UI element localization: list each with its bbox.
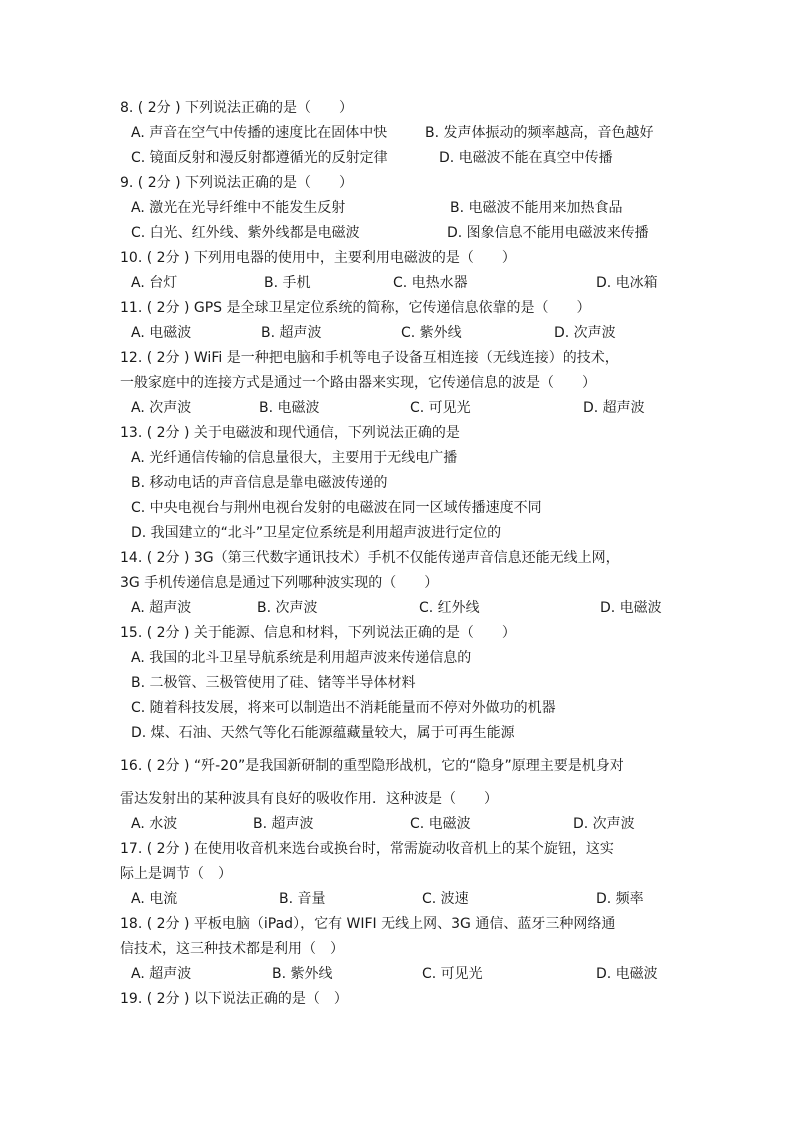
question-13-option-row-c bbox=[131, 498, 681, 518]
question-11-option-b: B. 超声波 bbox=[261, 325, 322, 341]
question-15-option-d: D. 煤、石油、天然气等化石能源蕴藏量较大，属于可再生能源 bbox=[131, 725, 515, 741]
question-16-option-b: B. 超声波 bbox=[253, 816, 314, 832]
question-8-option-a: A. 声音在空气中传播的速度比在固体中快 bbox=[131, 125, 388, 141]
question-9-option-a: A. 激光在光导纤维中不能发生反射 bbox=[131, 200, 346, 216]
question-13-option-d: D. 我国建立的“北斗”卫星定位系统是利用超声波进行定位的 bbox=[131, 525, 502, 541]
question-9-stem: 9. ( 2分 ) 下列说法正确的是（ ） bbox=[120, 175, 353, 191]
question-9-option-b: B. 电磁波不能用来加热食品 bbox=[450, 200, 623, 216]
question-17-option-a: A. 电流 bbox=[131, 891, 178, 907]
question-19-stem: 19. ( 2分 ) 以下说法正确的是（ ） bbox=[120, 991, 348, 1007]
question-14-option-b: B. 次声波 bbox=[257, 600, 318, 616]
question-13-option-b: B. 移动电话的声音信息是靠电磁波传递的 bbox=[131, 475, 388, 491]
question-15-option-c: C. 随着科技发展，将来可以制造出不消耗能量而不停对外做功的机器 bbox=[131, 700, 556, 716]
question-8-stem: 8. ( 2分 ) 下列说法正确的是（ ） bbox=[120, 100, 353, 116]
question-12-stem-line-2: 一般家庭中的连接方式是通过一个路由器来实现，它传递信息的波是（ ） bbox=[120, 375, 596, 391]
question-9-option-c: C. 白光、红外线、紫外线都是电磁波 bbox=[131, 225, 360, 241]
question-13-option-row-a bbox=[131, 448, 681, 468]
question-12-option-c: C. 可见光 bbox=[410, 400, 471, 416]
question-9-options-2 bbox=[131, 223, 681, 243]
question-14-option-d: D. 电磁波 bbox=[600, 600, 662, 616]
question-12-option-b: B. 电磁波 bbox=[259, 400, 320, 416]
question-10-options bbox=[131, 273, 681, 293]
question-15-option-row-a bbox=[131, 648, 681, 668]
question-10-option-a: A. 台灯 bbox=[131, 275, 178, 291]
question-12-option-d: D. 超声波 bbox=[583, 400, 645, 416]
question-18-stem-line-1: 18. ( 2分 ) 平板电脑（iPad），它有 WIFI 无线上网、3G 通信、蓝牙三种网络通 bbox=[120, 916, 616, 932]
question-8-options bbox=[131, 123, 681, 143]
question-18-option-b: B. 紫外线 bbox=[272, 966, 333, 982]
question-17-stem-line-1: 17. ( 2分 ) 在使用收音机来选台或换台时，常需旋动收音机上的某个旋钮，这实 bbox=[120, 841, 614, 857]
question-13-option-row-d bbox=[131, 523, 681, 543]
question-11-options bbox=[131, 323, 681, 343]
question-13-option-c: C. 中央电视台与荆州电视台发射的电磁波在同一区域传播速度不同 bbox=[131, 500, 542, 516]
question-9-option-d: D. 图象信息不能用电磁波来传播 bbox=[447, 225, 649, 241]
question-10-stem: 10. ( 2分 ) 下列用电器的使用中，主要利用电磁波的是（ ） bbox=[120, 250, 516, 266]
question-16-stem-line-2: 雷达发射出的某种波具有良好的吸收作用．这种波是（ ） bbox=[120, 791, 498, 807]
question-10-option-b: B. 手机 bbox=[264, 275, 311, 291]
question-16-option-c: C. 电磁波 bbox=[410, 816, 471, 832]
question-15-option-row-b bbox=[131, 673, 681, 693]
question-16-options bbox=[131, 814, 681, 834]
question-16-stem-line-1: 16. ( 2分 ) “歼-20”是我国新研制的重型隐形战机，它的“隐身”原理主要是机身对 bbox=[120, 758, 624, 774]
question-17-option-d: D. 频率 bbox=[596, 891, 644, 907]
question-10-option-c: C. 电热水器 bbox=[393, 275, 468, 291]
question-11-option-a: A. 电磁波 bbox=[131, 325, 192, 341]
question-18-option-c: C. 可见光 bbox=[422, 966, 483, 982]
question-16-option-a: A. 水波 bbox=[131, 816, 178, 832]
question-14-options bbox=[131, 598, 681, 618]
question-15-option-row-c bbox=[131, 698, 681, 718]
question-18-stem-line-2: 信技术，这三种技术都是利用（ ） bbox=[120, 941, 344, 957]
question-18-option-a: A. 超声波 bbox=[131, 966, 192, 982]
question-18-options bbox=[131, 964, 681, 984]
question-13-stem: 13. ( 2分 ) 关于电磁波和现代通信，下列说法正确的是 bbox=[120, 425, 460, 441]
question-17-stem-line-2: 际上是调节（ ） bbox=[120, 866, 232, 882]
question-14-stem-line-2: 3G 手机传递信息是通过下列哪种波实现的（ ） bbox=[120, 575, 439, 591]
question-15-option-b: B. 二极管、三极管使用了硅、锗等半导体材料 bbox=[131, 675, 416, 691]
question-14-option-a: A. 超声波 bbox=[131, 600, 192, 616]
question-14-stem-line-1: 14. ( 2分 ) 3G（第三代数字通讯技术）手机不仅能传递声音信息还能无线上网， bbox=[120, 550, 620, 566]
question-17-option-c: C. 波速 bbox=[422, 891, 469, 907]
question-9-options bbox=[131, 198, 681, 218]
question-17-options bbox=[131, 889, 681, 909]
question-15-option-a: A. 我国的北斗卫星导航系统是利用超声波来传递信息的 bbox=[131, 650, 472, 666]
question-15-option-row-d bbox=[131, 723, 681, 743]
question-13-option-row-b bbox=[131, 473, 681, 493]
question-12-options bbox=[131, 398, 681, 418]
question-8-options-2 bbox=[131, 148, 681, 168]
question-10-option-d: D. 电冰箱 bbox=[596, 275, 658, 291]
question-8-option-c: C. 镜面反射和漫反射都遵循光的反射定律 bbox=[131, 150, 388, 166]
question-11-option-d: D. 次声波 bbox=[554, 325, 616, 341]
question-11-option-c: C. 紫外线 bbox=[401, 325, 462, 341]
question-14-option-c: C. 红外线 bbox=[419, 600, 480, 616]
question-11-stem: 11. ( 2分 ) GPS 是全球卫星定位系统的简称，它传递信息依靠的是（ ） bbox=[120, 300, 591, 316]
question-17-option-b: B. 音量 bbox=[279, 891, 326, 907]
question-18-option-d: D. 电磁波 bbox=[596, 966, 658, 982]
question-8-option-b: B. 发声体振动的频率越高，音色越好 bbox=[425, 125, 654, 141]
question-16-option-d: D. 次声波 bbox=[573, 816, 635, 832]
question-12-option-a: A. 次声波 bbox=[131, 400, 192, 416]
question-12-stem-line-1: 12. ( 2分 ) WiFi 是一种把电脑和手机等电子设备互相连接（无线连接）的技术， bbox=[120, 350, 619, 366]
question-8-option-d: D. 电磁波不能在真空中传播 bbox=[439, 150, 613, 166]
question-15-stem: 15. ( 2分 ) 关于能源、信息和材料，下列说法正确的是（ ） bbox=[120, 625, 516, 641]
question-13-option-a: A. 光纤通信传输的信息量很大，主要用于无线电广播 bbox=[131, 450, 458, 466]
